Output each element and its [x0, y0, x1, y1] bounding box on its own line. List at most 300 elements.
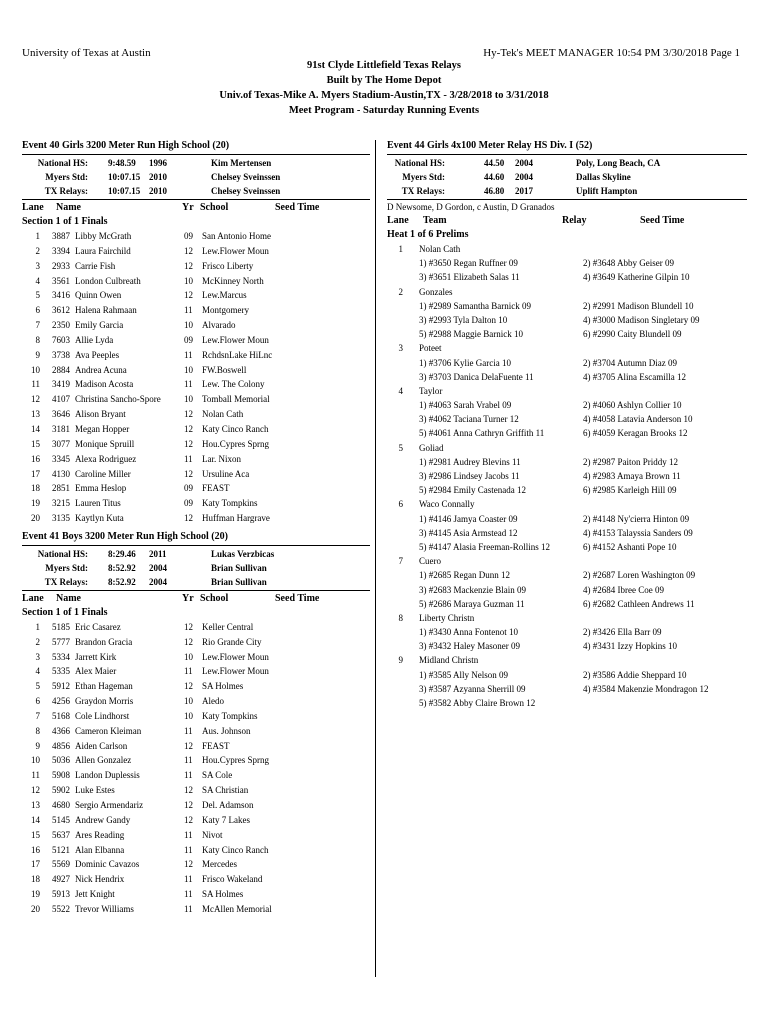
table-row — [22, 843, 370, 858]
col-lane: Lane — [387, 215, 409, 226]
record-year: 2004 — [149, 576, 167, 587]
athlete-name: Andrew Gandy — [75, 814, 131, 825]
athlete-name: Sergio Armendariz — [75, 800, 144, 810]
relay-legs-row — [387, 455, 747, 469]
athlete-school: Hou.Cypres Sprng — [202, 755, 269, 766]
athlete-year: 12 — [184, 423, 193, 434]
athlete-school: Nivot — [202, 829, 223, 840]
lane-number: 10 — [31, 755, 40, 766]
meet-sponsor: Built by The Home Depot — [326, 75, 442, 86]
lane-number: 1 — [35, 621, 40, 632]
athlete-school: Tomball Memorial — [202, 394, 270, 405]
team-name: Gonzales — [419, 286, 453, 297]
team-row — [387, 497, 747, 511]
lane-number: 3 — [35, 260, 40, 271]
athlete-year: 11 — [184, 889, 193, 900]
athlete-school: Huffman Hargrave — [202, 513, 270, 524]
team-name: Goliad — [419, 442, 444, 453]
athlete-name: Jett Knight — [75, 889, 115, 900]
athlete-year: 09 — [184, 483, 193, 494]
athlete-number: 3738 — [52, 349, 70, 360]
table-row — [22, 333, 370, 348]
athlete-school: SA Cole — [202, 770, 233, 781]
record-label: TX Relays: — [401, 186, 445, 196]
lane-number: 20 — [31, 903, 40, 914]
record-row — [22, 156, 370, 170]
table-row — [22, 318, 370, 333]
record-row — [22, 184, 370, 198]
record-label: National HS: — [394, 158, 445, 168]
athlete-year: 10 — [184, 320, 193, 331]
relay-runner: 2) #2987 Paiton Priddy 12 — [583, 456, 679, 467]
relay-legs-row — [387, 639, 747, 653]
relay-runner: 2) #4148 Ny'cierra Hinton 09 — [583, 513, 690, 524]
athlete-year: 11 — [184, 453, 193, 464]
table-row — [22, 407, 370, 422]
athlete-number: 5908 — [52, 770, 70, 781]
col-lane: Lane — [22, 592, 44, 604]
record-mark: 10:07.15 — [108, 186, 141, 196]
athlete-year: 11 — [184, 349, 193, 360]
athlete-name: Christina Sancho-Spore — [75, 394, 161, 405]
lane-number: 4 — [398, 385, 403, 396]
athlete-school: Aledo — [202, 696, 224, 707]
event-title: Event 44 Girls 4x100 Meter Relay HS Div. I (52) — [387, 140, 593, 151]
record-label: TX Relays: — [44, 186, 88, 196]
table-row — [22, 798, 370, 813]
athlete-name: Madison Acosta — [75, 379, 134, 390]
relay-runner: 3) #4145 Asia Armstead 12 — [419, 527, 518, 538]
athlete-number: 2884 — [52, 364, 70, 375]
records-box — [22, 154, 370, 200]
athlete-year: 10 — [184, 710, 193, 721]
team-row — [387, 554, 747, 568]
record-year: 2010 — [149, 186, 167, 196]
relay-runner: 2) #3586 Addie Sheppard 10 — [583, 669, 687, 680]
record-holder: Kim Mertensen — [211, 158, 272, 168]
athlete-number: 5168 — [52, 710, 70, 721]
athlete-year: 12 — [184, 260, 193, 271]
record-holder: Brian Sullivan — [211, 576, 267, 587]
athlete-number: 3135 — [52, 513, 70, 524]
lane-number: 12 — [31, 785, 40, 796]
event-title: Event 41 Boys 3200 Meter Run High School (20) — [22, 530, 228, 542]
athlete-school: FEAST — [202, 740, 230, 751]
lane-number: 6 — [35, 305, 40, 316]
athlete-school: Lar. Nixon — [202, 453, 241, 464]
athlete-name: London Culbreath — [75, 275, 141, 286]
relay-runner: 3) #4062 Taciana Turner 12 — [419, 414, 519, 425]
lane-number: 1 — [398, 244, 403, 254]
athlete-name: Caroline Miller — [75, 468, 131, 479]
lane-number: 15 — [31, 438, 40, 449]
athlete-school: Aus. Johnson — [202, 725, 251, 736]
header-left: University of Texas at Austin — [22, 47, 151, 59]
athlete-name: Libby McGrath — [75, 231, 132, 241]
lane-number: 15 — [31, 829, 40, 840]
col-yr: Yr — [182, 592, 194, 604]
record-holder: Poly, Long Beach, CA — [576, 158, 661, 168]
athlete-year: 12 — [184, 409, 193, 420]
athlete-number: 5522 — [52, 903, 70, 914]
lane-number: 6 — [398, 499, 403, 510]
column-divider — [375, 140, 376, 977]
athlete-year: 09 — [184, 334, 193, 345]
relay-legs-row — [387, 682, 747, 696]
record-holder: Lukas Verzbicas — [211, 548, 275, 559]
lane-number: 7 — [35, 710, 40, 721]
record-mark: 44.60 — [484, 172, 505, 182]
lane-number: 2 — [35, 245, 40, 256]
relay-runner: 5) #4147 Alasia Freeman-Rollins 12 — [419, 541, 550, 552]
athlete-year: 11 — [184, 305, 193, 316]
relay-legs-row — [387, 426, 747, 440]
athlete-number: 2851 — [52, 483, 70, 494]
athlete-school: Alvarado — [202, 320, 236, 331]
athlete-number: 7603 — [52, 334, 70, 345]
relay-legs-row — [387, 625, 747, 639]
athlete-year: 12 — [184, 814, 193, 825]
athlete-school: SA Holmes — [202, 681, 244, 692]
record-mark: 8:52.92 — [108, 576, 136, 587]
lane-number: 5 — [35, 290, 40, 301]
lane-number: 2 — [398, 286, 403, 297]
record-mark: 10:07.15 — [108, 172, 141, 182]
athlete-school: RchdsnLake HiLnc — [202, 349, 273, 360]
athlete-name: Ethan Hageman — [75, 681, 133, 692]
athlete-number: 5145 — [52, 814, 70, 825]
lane-number: 19 — [31, 498, 40, 509]
record-row — [387, 170, 747, 184]
record-row — [387, 156, 747, 170]
athlete-year: 12 — [184, 800, 193, 810]
athlete-school: Katy Tompkins — [202, 710, 258, 721]
athlete-year: 12 — [184, 740, 193, 751]
lane-number: 13 — [31, 409, 40, 420]
record-label: Myers Std: — [402, 172, 445, 182]
athlete-year: 10 — [184, 394, 193, 405]
relay-runner: 2) #3426 Ella Barr 09 — [583, 627, 662, 638]
athlete-number: 5335 — [52, 666, 70, 677]
relay-runner: 6) #4152 Ashanti Pope 10 — [583, 541, 677, 552]
team-row — [387, 653, 747, 667]
athlete-name: Cameron Kleiman — [75, 725, 142, 736]
athlete-year: 12 — [184, 290, 193, 301]
athlete-school: Katy 7 Lakes — [202, 814, 250, 825]
relay-runner: 1) #2685 Regan Dunn 12 — [419, 570, 510, 581]
relay-runner: 1) #3585 Ally Nelson 09 — [419, 669, 508, 680]
table-row — [22, 887, 370, 902]
relay-runner: 3) #3587 Azyanna Sherrill 09 — [419, 683, 526, 694]
relay-runner: 4) #3000 Madison Singletary 09 — [583, 314, 700, 325]
table-row — [22, 274, 370, 289]
meet-venue: Univ.of Texas-Mike A. Myers Stadium-Austin,TX - 3/28/2018 to 3/31/2018 — [219, 90, 549, 101]
athlete-number: 5569 — [52, 859, 70, 870]
relay-legs-row — [387, 299, 747, 313]
record-year: 2011 — [149, 548, 167, 559]
lane-number: 5 — [35, 681, 40, 692]
athlete-year: 11 — [184, 844, 193, 855]
table-row — [22, 679, 370, 694]
relay-legs-row — [387, 313, 747, 327]
table-row — [22, 724, 370, 739]
lane-number: 4 — [35, 275, 40, 286]
athlete-year: 11 — [184, 874, 193, 885]
athlete-name: Graydon Morris — [75, 696, 134, 707]
record-mark: 8:52.92 — [108, 562, 136, 573]
table-row — [22, 363, 370, 378]
athlete-number: 3887 — [52, 231, 70, 241]
athlete-year: 12 — [184, 468, 193, 479]
athlete-number: 4107 — [52, 394, 70, 405]
relay-legs-row — [387, 483, 747, 497]
event-title: Event 40 Girls 3200 Meter Run High School (20) — [22, 140, 230, 151]
athlete-name: Alex Maier — [75, 666, 117, 677]
record-holder: Chelsey Sveinssen — [211, 172, 281, 182]
team-name: Liberty Christn — [419, 612, 475, 623]
table-row — [22, 229, 370, 244]
table-row — [22, 288, 370, 303]
athlete-number: 3394 — [52, 245, 70, 256]
relay-legs-row — [387, 356, 747, 370]
relay-runner: 1) #4146 Jamya Coaster 09 — [419, 513, 518, 524]
relay-runner: 3) #3651 Elizabeth Salas 11 — [419, 272, 520, 283]
relay-runner: 4) #4058 Latavia Anderson 10 — [583, 414, 693, 425]
athlete-school: Keller Central — [202, 621, 254, 632]
athlete-number: 4366 — [52, 725, 70, 736]
athlete-school: Lew.Flower Moun — [202, 651, 269, 662]
event-41 — [22, 530, 370, 917]
athlete-number: 5334 — [52, 651, 70, 662]
record-year: 2004 — [149, 562, 167, 573]
team-name: Waco Connally — [419, 499, 475, 510]
lane-number: 19 — [31, 889, 40, 900]
record-label: Myers Std: — [45, 562, 88, 573]
athlete-school: Montgomery — [202, 305, 249, 316]
athlete-name: Lauren Titus — [75, 498, 121, 509]
table-row — [22, 392, 370, 407]
table-row — [22, 828, 370, 843]
lane-number: 7 — [35, 320, 40, 331]
lane-number: 18 — [31, 874, 40, 885]
table-row — [22, 857, 370, 872]
record-year: 2017 — [515, 186, 533, 196]
athlete-name: Megan Hopper — [75, 423, 130, 434]
athlete-number: 2350 — [52, 320, 70, 331]
column-headers — [22, 592, 370, 606]
lane-number: 3 — [35, 651, 40, 662]
relay-runner: 6) #4059 Keragan Brooks 12 — [583, 428, 688, 439]
table-row — [22, 244, 370, 259]
lane-number: 2 — [35, 636, 40, 647]
athlete-name: Eric Casarez — [75, 621, 121, 632]
team-row — [387, 611, 747, 625]
lane-number: 6 — [35, 696, 40, 707]
athlete-number: 5185 — [52, 621, 70, 632]
record-label: TX Relays: — [44, 576, 88, 587]
athlete-school: Katy Cinco Ranch — [202, 844, 269, 855]
athlete-number: 3215 — [52, 498, 70, 509]
relay-runner: 6) #2682 Cathleen Andrews 11 — [583, 598, 695, 609]
relay-legs-row — [387, 597, 747, 611]
athlete-number: 5902 — [52, 785, 70, 796]
lane-number: 18 — [31, 483, 40, 494]
record-mark: 44.50 — [484, 158, 505, 168]
relay-legs-row — [387, 512, 747, 526]
lane-number: 8 — [35, 725, 40, 736]
col-relay: Relay — [562, 215, 587, 226]
table-row — [22, 377, 370, 392]
relay-runner: 6) #2985 Karleigh Hill 09 — [583, 485, 677, 496]
table-row — [22, 348, 370, 363]
relay-legs-row — [387, 568, 747, 582]
athlete-number: 3416 — [52, 290, 70, 301]
athlete-name: Quinn Owen — [75, 290, 122, 301]
relay-runner: 1) #3650 Regan Ruffner 09 — [419, 258, 518, 269]
athlete-school: Frisco Liberty — [202, 260, 254, 271]
athlete-number: 3077 — [52, 438, 70, 449]
lane-number: 16 — [31, 453, 40, 464]
athlete-year: 10 — [184, 696, 193, 707]
event-40 — [22, 139, 370, 526]
right-column — [387, 139, 747, 710]
relay-runner: 2) #3648 Abby Geiser 09 — [583, 258, 674, 269]
athlete-name: Andrea Acuna — [75, 364, 127, 375]
athlete-school: FEAST — [202, 483, 230, 494]
record-holder: Uplift Hampton — [576, 186, 638, 196]
athlete-school: Ursuline Aca — [202, 468, 250, 479]
athlete-name: Ares Reading — [75, 829, 125, 840]
records-box — [22, 545, 370, 591]
relay-runner: 2) #2991 Madison Blundell 10 — [583, 300, 694, 311]
athlete-number: 2933 — [52, 260, 70, 271]
meet-title: 91st Clyde Littlefield Texas Relays — [307, 60, 461, 71]
athlete-name: Carrie Fish — [75, 260, 116, 271]
athlete-year: 12 — [184, 245, 193, 256]
relay-runner: 5) #2686 Maraya Guzman 11 — [419, 598, 525, 609]
athlete-school: Frisco Wakeland — [202, 874, 263, 885]
lane-number: 5 — [398, 442, 403, 453]
lane-number: 20 — [31, 513, 40, 524]
athlete-number: 3181 — [52, 423, 70, 434]
athlete-number: 4680 — [52, 800, 70, 810]
athlete-name: Cole Lindhorst — [75, 710, 130, 721]
athlete-school: Lew.Flower Moun — [202, 245, 269, 256]
table-row — [22, 664, 370, 679]
athlete-number: 3345 — [52, 453, 70, 464]
relay-runner: 1) #3430 Anna Fontenot 10 — [419, 627, 518, 638]
col-name: Name — [56, 592, 81, 604]
table-row — [22, 739, 370, 754]
athlete-year: 12 — [184, 859, 193, 870]
lane-number: 9 — [35, 349, 40, 360]
relay-legs-row — [387, 469, 747, 483]
relay-runner: 4) #2684 Ibree Coe 09 — [583, 584, 664, 595]
relay-runner: 5) #3582 Abby Claire Brown 12 — [419, 698, 536, 708]
record-holder: Dallas Skyline — [576, 172, 631, 182]
table-row — [22, 259, 370, 274]
table-row — [22, 496, 370, 511]
table-row — [22, 511, 370, 526]
team-row — [387, 341, 747, 355]
athlete-school: Rio Grande City — [202, 636, 262, 647]
record-row — [22, 575, 370, 589]
lane-number: 11 — [31, 770, 40, 781]
team-name: Cuero — [419, 556, 441, 567]
lane-number: 7 — [398, 556, 403, 567]
records-box — [387, 154, 747, 200]
athlete-year: 09 — [184, 498, 193, 509]
record-row — [387, 184, 747, 198]
column-headers — [387, 214, 747, 228]
athlete-school: Katy Cinco Ranch — [202, 423, 269, 434]
table-row — [22, 753, 370, 768]
athlete-school: Lew.Marcus — [202, 290, 247, 301]
col-name: Name — [56, 202, 81, 213]
col-seed: Seed Time — [275, 592, 320, 604]
table-row — [22, 709, 370, 724]
athlete-number: 5637 — [52, 829, 70, 840]
col-team: Team — [423, 215, 447, 226]
record-mark: 9:48.59 — [108, 158, 136, 168]
table-row — [22, 902, 370, 917]
team-name: Taylor — [419, 385, 443, 396]
athlete-name: Nick Hendrix — [75, 874, 125, 885]
athlete-number: 5912 — [52, 681, 70, 692]
relay-runner: 4) #3649 Katherine Gilpin 10 — [583, 272, 690, 283]
record-year: 2004 — [515, 158, 533, 168]
team-row — [387, 242, 747, 256]
athlete-year: 11 — [184, 755, 193, 766]
table-row — [22, 467, 370, 482]
athlete-name: Halena Rahmaan — [75, 305, 137, 316]
relay-runner: 4) #2983 Amaya Brown 11 — [583, 471, 681, 481]
record-year: 2004 — [515, 172, 533, 182]
record-row — [22, 561, 370, 575]
table-row — [22, 635, 370, 650]
header-right: Hy-Tek's MEET MANAGER 10:54 PM 3/30/2018 Page 1 — [483, 47, 740, 59]
athlete-number: 5913 — [52, 889, 70, 900]
lane-number: 14 — [31, 423, 40, 434]
relay-runner: 1) #4063 Sarah Vrabel 09 — [419, 400, 512, 411]
record-label: National HS: — [37, 548, 88, 559]
section-title: Section 1 of 1 Finals — [22, 606, 108, 618]
athlete-name: Alison Bryant — [75, 409, 126, 420]
lane-number: 11 — [31, 379, 40, 390]
table-row — [22, 694, 370, 709]
athlete-year: 12 — [184, 636, 193, 647]
relay-runner: 1) #2981 Audrey Blevins 11 — [419, 456, 521, 467]
athlete-name: Emma Heslop — [75, 483, 127, 494]
athlete-name: Alexa Rodriguez — [75, 453, 137, 464]
relay-runner: 3) #2683 Mackenzie Blain 09 — [419, 584, 526, 595]
lane-number: 4 — [35, 666, 40, 677]
athlete-number: 3419 — [52, 379, 70, 390]
lane-number: 9 — [398, 655, 403, 666]
athlete-name: Dominic Cavazos — [75, 859, 140, 870]
athlete-name: Trevor Williams — [75, 903, 134, 914]
record-row — [22, 547, 370, 561]
col-school: School — [200, 202, 229, 213]
relay-legs-row — [387, 526, 747, 540]
athlete-name: Monique Spruill — [75, 438, 135, 449]
record-label: National HS: — [37, 158, 88, 168]
athlete-year: 09 — [184, 231, 193, 241]
athlete-year: 10 — [184, 651, 193, 662]
athlete-school: Hou.Cypres Sprng — [202, 438, 269, 449]
table-row — [22, 422, 370, 437]
relay-legs-row — [387, 256, 747, 270]
